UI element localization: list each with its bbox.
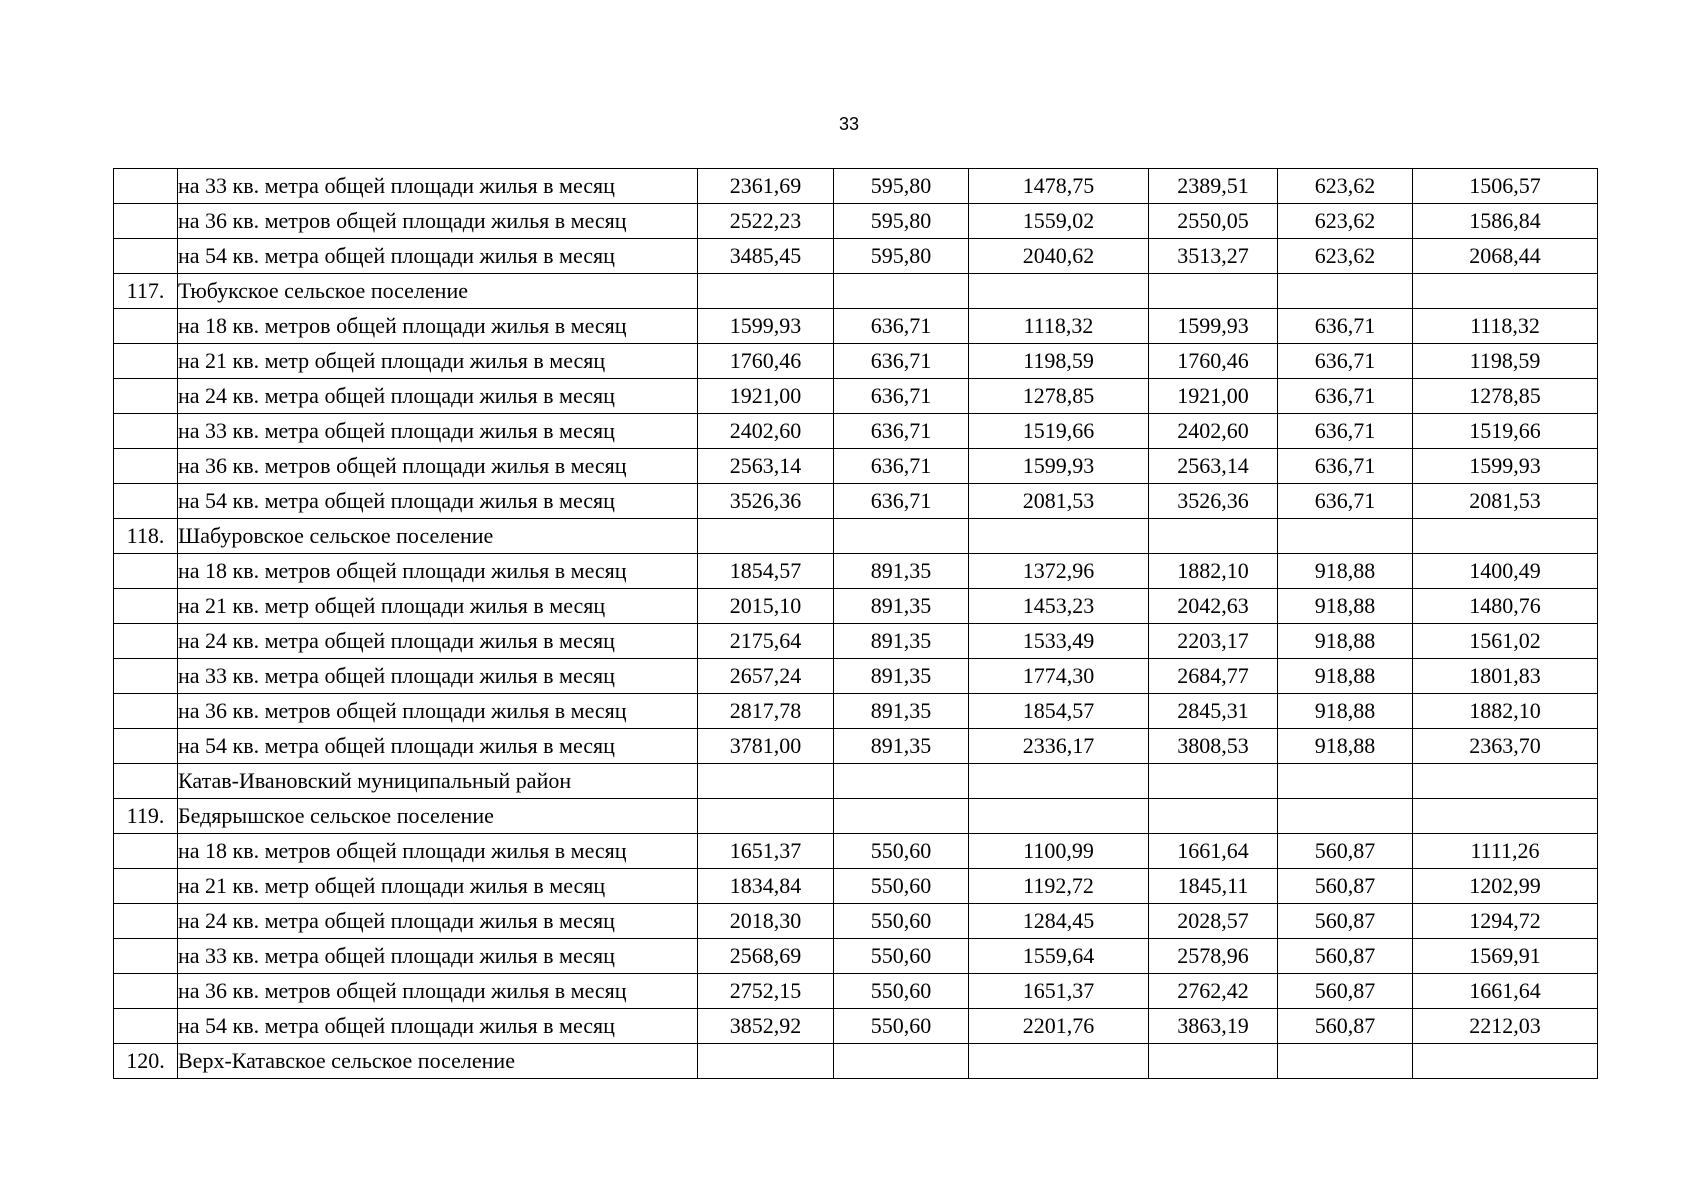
table-row	[114, 834, 1598, 869]
row-label: на 36 кв. метров общей площади жилья в месяц	[178, 694, 698, 729]
value-cell-3: 1533,49	[969, 624, 1149, 659]
value-cell-6: 1294,72	[1413, 904, 1598, 939]
row-number	[114, 204, 178, 239]
value-cell-1	[698, 764, 834, 799]
row-number	[114, 694, 178, 729]
row-label: Катав-Ивановский муниципальный район	[178, 764, 698, 799]
value-cell-5: 636,71	[1278, 449, 1413, 484]
value-cell-5: 918,88	[1278, 694, 1413, 729]
row-number: 119.	[114, 799, 178, 834]
value-cell-3: 1519,66	[969, 414, 1149, 449]
row-label: на 18 кв. метров общей площади жилья в месяц	[178, 309, 698, 344]
value-cell-1	[698, 799, 834, 834]
row-number	[114, 939, 178, 974]
row-number	[114, 729, 178, 764]
row-number: 120.	[114, 1044, 178, 1079]
value-cell-4: 2845,31	[1149, 694, 1278, 729]
value-cell-5: 918,88	[1278, 624, 1413, 659]
table-row	[114, 904, 1598, 939]
value-cell-2	[834, 519, 969, 554]
value-cell-2: 891,35	[834, 694, 969, 729]
value-cell-5: 560,87	[1278, 869, 1413, 904]
value-cell-1: 2522,23	[698, 204, 834, 239]
value-cell-6: 2212,03	[1413, 1009, 1598, 1044]
value-cell-6: 1118,32	[1413, 309, 1598, 344]
value-cell-1: 2018,30	[698, 904, 834, 939]
row-number	[114, 344, 178, 379]
value-cell-2: 550,60	[834, 834, 969, 869]
value-cell-1: 1760,46	[698, 344, 834, 379]
value-cell-4: 3526,36	[1149, 484, 1278, 519]
value-cell-6: 1202,99	[1413, 869, 1598, 904]
value-cell-3: 1854,57	[969, 694, 1149, 729]
table-row	[114, 694, 1598, 729]
value-cell-2: 550,60	[834, 939, 969, 974]
value-cell-3: 1453,23	[969, 589, 1149, 624]
row-label: на 36 кв. метров общей площади жилья в месяц	[178, 974, 698, 1009]
value-cell-4: 1661,64	[1149, 834, 1278, 869]
value-cell-5: 918,88	[1278, 554, 1413, 589]
value-cell-3	[969, 274, 1149, 309]
value-cell-3: 1774,30	[969, 659, 1149, 694]
value-cell-1	[698, 274, 834, 309]
value-cell-4: 2578,96	[1149, 939, 1278, 974]
row-label: на 21 кв. метр общей площади жилья в месяц	[178, 589, 698, 624]
value-cell-6: 1278,85	[1413, 379, 1598, 414]
row-label: Верх-Катавское сельское поселение	[178, 1044, 698, 1079]
row-number	[114, 834, 178, 869]
value-cell-2: 636,71	[834, 414, 969, 449]
value-cell-5	[1278, 274, 1413, 309]
table-row	[114, 344, 1598, 379]
table-row	[114, 554, 1598, 589]
value-cell-4: 3863,19	[1149, 1009, 1278, 1044]
value-cell-4	[1149, 274, 1278, 309]
value-cell-1: 2657,24	[698, 659, 834, 694]
value-cell-2: 891,35	[834, 659, 969, 694]
value-cell-5: 623,62	[1278, 169, 1413, 204]
value-cell-4	[1149, 764, 1278, 799]
value-cell-4: 1921,00	[1149, 379, 1278, 414]
value-cell-2: 550,60	[834, 1009, 969, 1044]
value-cell-6	[1413, 1044, 1598, 1079]
value-cell-1: 3485,45	[698, 239, 834, 274]
value-cell-3: 1198,59	[969, 344, 1149, 379]
value-cell-2: 636,71	[834, 379, 969, 414]
value-cell-4: 2402,60	[1149, 414, 1278, 449]
value-cell-2: 550,60	[834, 904, 969, 939]
value-cell-3: 1284,45	[969, 904, 1149, 939]
table-row	[114, 169, 1598, 204]
value-cell-3: 1100,99	[969, 834, 1149, 869]
table-row	[114, 799, 1598, 834]
value-cell-2: 891,35	[834, 624, 969, 659]
value-cell-2: 595,80	[834, 169, 969, 204]
value-cell-1: 3852,92	[698, 1009, 834, 1044]
value-cell-2: 550,60	[834, 974, 969, 1009]
row-label: на 21 кв. метр общей площади жилья в месяц	[178, 344, 698, 379]
table-row	[114, 379, 1598, 414]
value-cell-3: 2040,62	[969, 239, 1149, 274]
value-cell-4: 2042,63	[1149, 589, 1278, 624]
value-cell-6	[1413, 799, 1598, 834]
value-cell-3: 1118,32	[969, 309, 1149, 344]
table-row	[114, 939, 1598, 974]
value-cell-5: 918,88	[1278, 589, 1413, 624]
row-label: на 54 кв. метра общей площади жилья в месяц	[178, 1009, 698, 1044]
table-row	[114, 764, 1598, 799]
value-cell-6: 1801,83	[1413, 659, 1598, 694]
value-cell-2	[834, 1044, 969, 1079]
table-row	[114, 729, 1598, 764]
row-label: на 54 кв. метра общей площади жилья в месяц	[178, 484, 698, 519]
value-cell-1: 1854,57	[698, 554, 834, 589]
table-row	[114, 274, 1598, 309]
row-number	[114, 554, 178, 589]
row-number	[114, 659, 178, 694]
value-cell-6: 1599,93	[1413, 449, 1598, 484]
value-cell-1	[698, 1044, 834, 1079]
value-cell-3: 1559,64	[969, 939, 1149, 974]
value-cell-4: 2563,14	[1149, 449, 1278, 484]
value-cell-4: 1882,10	[1149, 554, 1278, 589]
value-cell-3: 1599,93	[969, 449, 1149, 484]
value-cell-2	[834, 274, 969, 309]
value-cell-6: 1661,64	[1413, 974, 1598, 1009]
value-cell-1: 2175,64	[698, 624, 834, 659]
value-cell-2	[834, 764, 969, 799]
row-label: на 33 кв. метра общей площади жилья в месяц	[178, 659, 698, 694]
value-cell-4: 1845,11	[1149, 869, 1278, 904]
value-cell-1: 2361,69	[698, 169, 834, 204]
row-label: на 18 кв. метров общей площади жилья в месяц	[178, 554, 698, 589]
page-number: 33	[838, 114, 860, 134]
value-cell-3: 1372,96	[969, 554, 1149, 589]
value-cell-5: 636,71	[1278, 484, 1413, 519]
row-label: на 24 кв. метра общей площади жилья в месяц	[178, 624, 698, 659]
row-number	[114, 414, 178, 449]
table-row	[114, 204, 1598, 239]
row-number	[114, 974, 178, 1009]
table-row	[114, 624, 1598, 659]
value-cell-4: 2028,57	[1149, 904, 1278, 939]
row-label: Шабуровское сельское поселение	[178, 519, 698, 554]
value-cell-2: 595,80	[834, 204, 969, 239]
value-cell-5: 636,71	[1278, 309, 1413, 344]
value-cell-3: 1192,72	[969, 869, 1149, 904]
value-cell-6	[1413, 274, 1598, 309]
value-cell-1: 1599,93	[698, 309, 834, 344]
value-cell-5	[1278, 764, 1413, 799]
value-cell-5: 636,71	[1278, 414, 1413, 449]
value-cell-5: 636,71	[1278, 379, 1413, 414]
row-number	[114, 379, 178, 414]
row-label: на 36 кв. метров общей площади жилья в месяц	[178, 204, 698, 239]
value-cell-3: 2081,53	[969, 484, 1149, 519]
table-row	[114, 1044, 1598, 1079]
value-cell-1: 1921,00	[698, 379, 834, 414]
table-row	[114, 869, 1598, 904]
value-cell-6: 1561,02	[1413, 624, 1598, 659]
value-cell-1: 2568,69	[698, 939, 834, 974]
value-cell-2: 636,71	[834, 449, 969, 484]
row-label: Тюбукское сельское поселение	[178, 274, 698, 309]
value-cell-3: 2336,17	[969, 729, 1149, 764]
table-row	[114, 1009, 1598, 1044]
value-cell-3	[969, 519, 1149, 554]
table-row	[114, 309, 1598, 344]
row-number: 118.	[114, 519, 178, 554]
value-cell-1: 2402,60	[698, 414, 834, 449]
value-cell-2: 636,71	[834, 484, 969, 519]
value-cell-1: 1651,37	[698, 834, 834, 869]
value-cell-1: 2563,14	[698, 449, 834, 484]
table-row	[114, 414, 1598, 449]
row-label: на 33 кв. метра общей площади жилья в месяц	[178, 939, 698, 974]
value-cell-1: 3781,00	[698, 729, 834, 764]
value-cell-1	[698, 519, 834, 554]
value-cell-5: 636,71	[1278, 344, 1413, 379]
row-number	[114, 484, 178, 519]
value-cell-3: 1278,85	[969, 379, 1149, 414]
row-number	[114, 1009, 178, 1044]
value-cell-6: 2081,53	[1413, 484, 1598, 519]
row-label: на 36 кв. метров общей площади жилья в месяц	[178, 449, 698, 484]
table-row	[114, 519, 1598, 554]
value-cell-4: 3808,53	[1149, 729, 1278, 764]
value-cell-3	[969, 764, 1149, 799]
value-cell-3	[969, 1044, 1149, 1079]
row-label: на 54 кв. метра общей площади жилья в месяц	[178, 239, 698, 274]
value-cell-3	[969, 799, 1149, 834]
value-cell-2: 891,35	[834, 554, 969, 589]
value-cell-2: 595,80	[834, 239, 969, 274]
value-cell-5: 560,87	[1278, 974, 1413, 1009]
row-number	[114, 309, 178, 344]
value-cell-4	[1149, 1044, 1278, 1079]
table-row	[114, 974, 1598, 1009]
value-cell-1: 2817,78	[698, 694, 834, 729]
table-row	[114, 659, 1598, 694]
value-cell-1: 2015,10	[698, 589, 834, 624]
row-number	[114, 449, 178, 484]
value-cell-5: 560,87	[1278, 939, 1413, 974]
value-cell-2: 636,71	[834, 344, 969, 379]
value-cell-1: 1834,84	[698, 869, 834, 904]
value-cell-5: 918,88	[1278, 729, 1413, 764]
value-cell-6	[1413, 519, 1598, 554]
table-body	[114, 169, 1598, 1079]
value-cell-4: 1760,46	[1149, 344, 1278, 379]
value-cell-4: 2684,77	[1149, 659, 1278, 694]
value-cell-2: 891,35	[834, 729, 969, 764]
table-row	[114, 449, 1598, 484]
value-cell-6: 1519,66	[1413, 414, 1598, 449]
row-label: на 54 кв. метра общей площади жилья в месяц	[178, 729, 698, 764]
value-cell-5	[1278, 1044, 1413, 1079]
row-number	[114, 239, 178, 274]
value-cell-6: 1882,10	[1413, 694, 1598, 729]
table-row	[114, 589, 1598, 624]
value-cell-5: 560,87	[1278, 834, 1413, 869]
table-row	[114, 484, 1598, 519]
value-cell-2: 550,60	[834, 869, 969, 904]
tariff-table	[113, 168, 1598, 1079]
value-cell-4	[1149, 799, 1278, 834]
value-cell-4: 2550,05	[1149, 204, 1278, 239]
table-row	[114, 239, 1598, 274]
value-cell-6	[1413, 764, 1598, 799]
row-label: на 24 кв. метра общей площади жилья в месяц	[178, 904, 698, 939]
row-label: на 33 кв. метра общей площади жилья в месяц	[178, 169, 698, 204]
value-cell-6: 1111,26	[1413, 834, 1598, 869]
value-cell-6: 1586,84	[1413, 204, 1598, 239]
row-number	[114, 589, 178, 624]
value-cell-6: 1569,91	[1413, 939, 1598, 974]
value-cell-1: 3526,36	[698, 484, 834, 519]
row-label: на 24 кв. метра общей площади жилья в месяц	[178, 379, 698, 414]
value-cell-4: 2203,17	[1149, 624, 1278, 659]
value-cell-3: 1478,75	[969, 169, 1149, 204]
value-cell-4: 2762,42	[1149, 974, 1278, 1009]
value-cell-2	[834, 799, 969, 834]
value-cell-6: 2363,70	[1413, 729, 1598, 764]
row-number	[114, 169, 178, 204]
value-cell-4: 3513,27	[1149, 239, 1278, 274]
row-number	[114, 764, 178, 799]
value-cell-4	[1149, 519, 1278, 554]
value-cell-6: 1198,59	[1413, 344, 1598, 379]
value-cell-3: 1559,02	[969, 204, 1149, 239]
value-cell-3: 1651,37	[969, 974, 1149, 1009]
row-number	[114, 869, 178, 904]
value-cell-6: 1480,76	[1413, 589, 1598, 624]
value-cell-5: 623,62	[1278, 204, 1413, 239]
row-number: 117.	[114, 274, 178, 309]
value-cell-5	[1278, 519, 1413, 554]
value-cell-5: 623,62	[1278, 239, 1413, 274]
row-label: на 33 кв. метра общей площади жилья в месяц	[178, 414, 698, 449]
value-cell-2: 636,71	[834, 309, 969, 344]
value-cell-4: 2389,51	[1149, 169, 1278, 204]
value-cell-6: 1506,57	[1413, 169, 1598, 204]
value-cell-5: 918,88	[1278, 659, 1413, 694]
value-cell-5	[1278, 799, 1413, 834]
row-label: Бедярышское сельское поселение	[178, 799, 698, 834]
value-cell-2: 891,35	[834, 589, 969, 624]
value-cell-3: 2201,76	[969, 1009, 1149, 1044]
value-cell-5: 560,87	[1278, 1009, 1413, 1044]
value-cell-6: 2068,44	[1413, 239, 1598, 274]
row-label: на 21 кв. метр общей площади жилья в месяц	[178, 869, 698, 904]
value-cell-6: 1400,49	[1413, 554, 1598, 589]
value-cell-1: 2752,15	[698, 974, 834, 1009]
row-label: на 18 кв. метров общей площади жилья в месяц	[178, 834, 698, 869]
value-cell-4: 1599,93	[1149, 309, 1278, 344]
row-number	[114, 904, 178, 939]
row-number	[114, 624, 178, 659]
value-cell-5: 560,87	[1278, 904, 1413, 939]
